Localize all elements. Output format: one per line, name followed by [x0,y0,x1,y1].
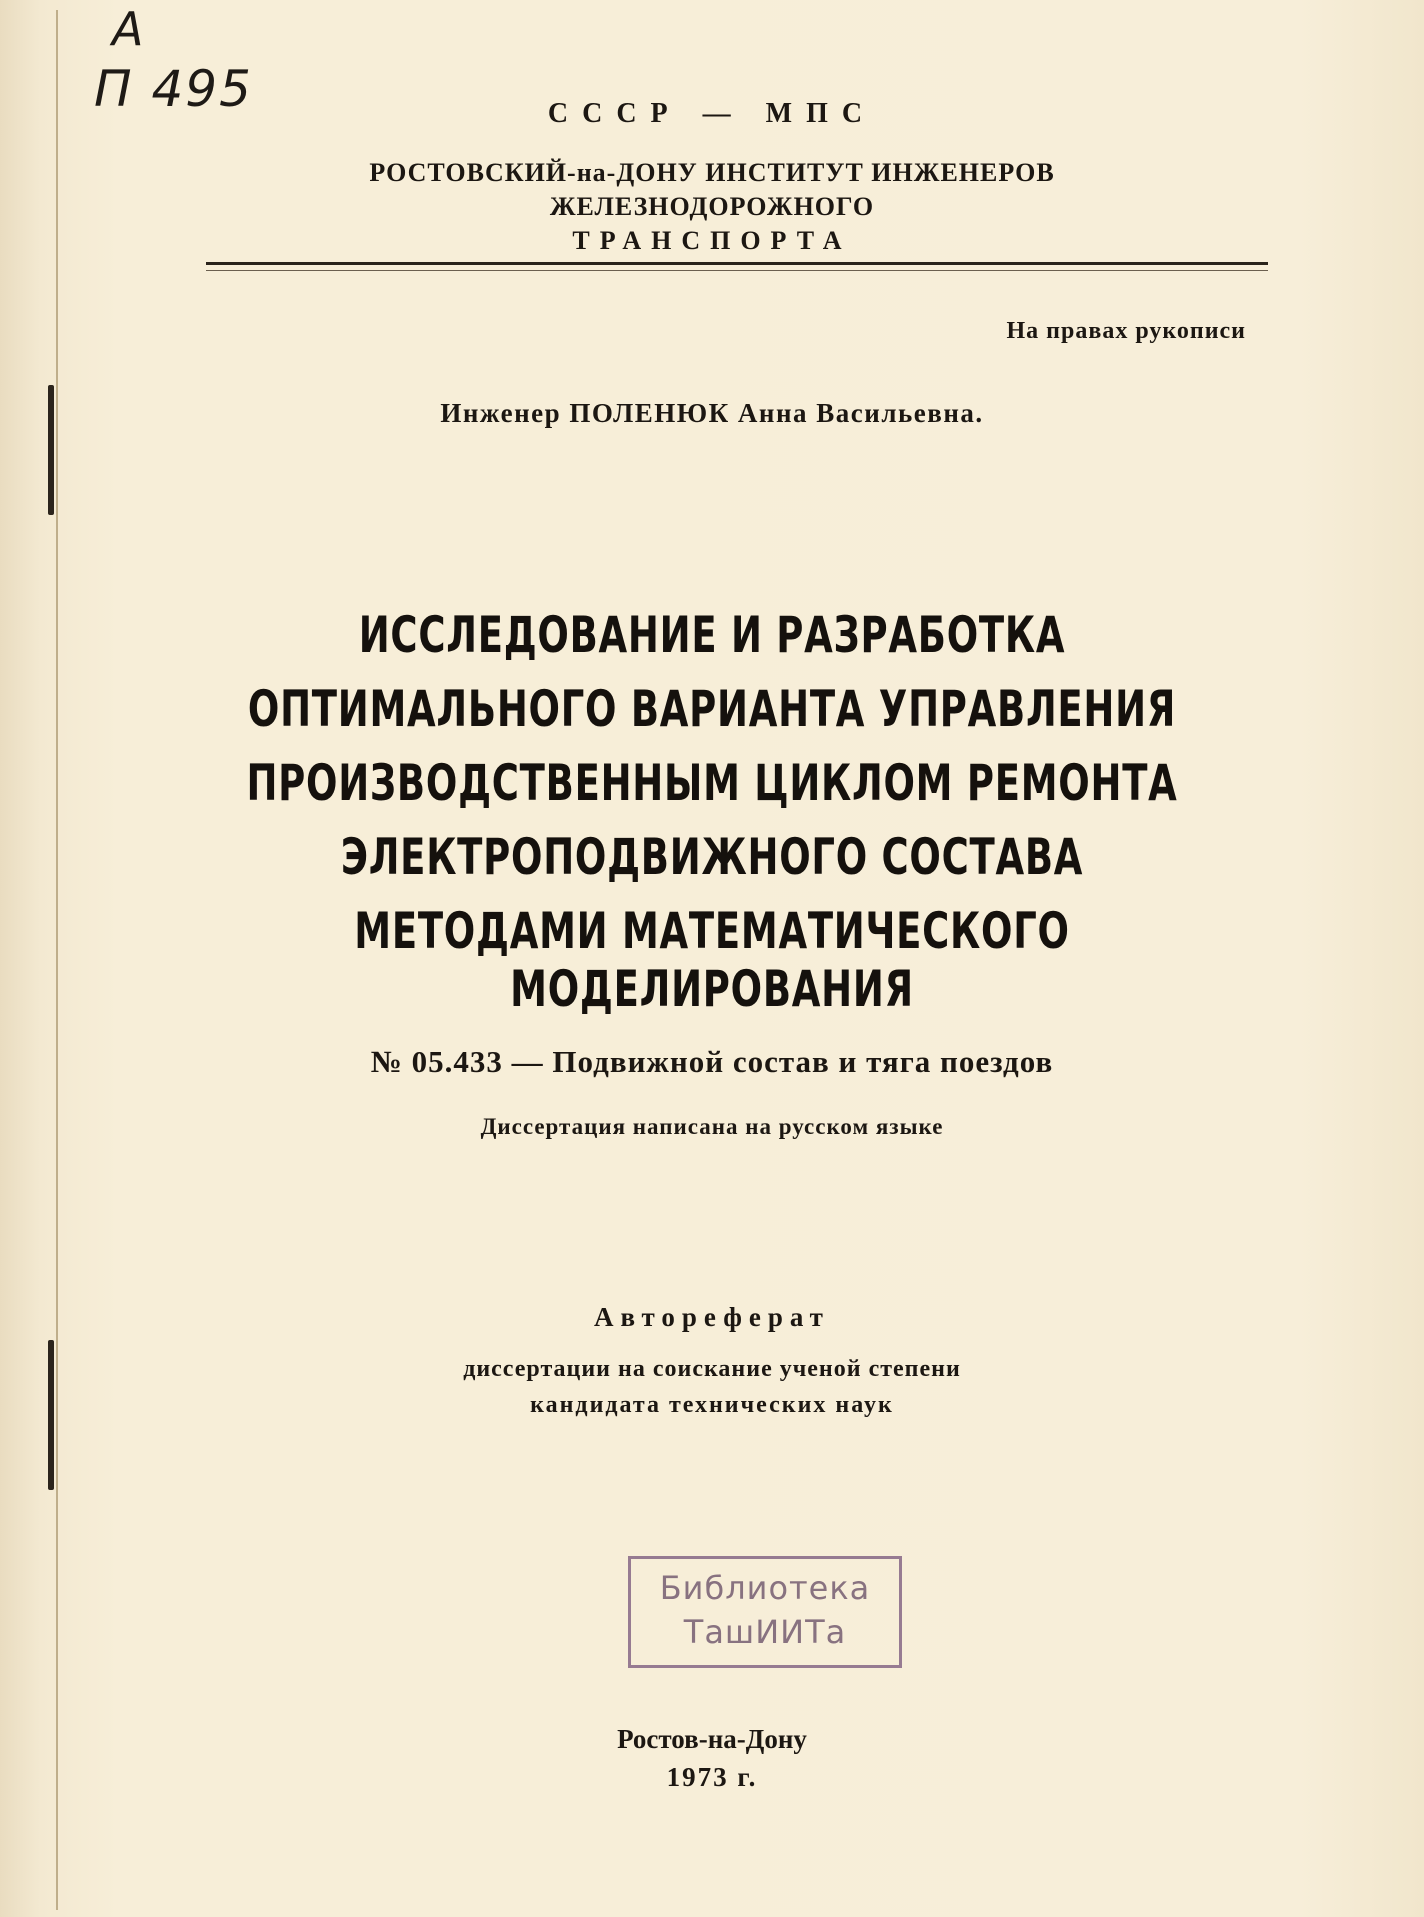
city: Ростов-на-Дону [617,1724,807,1754]
org-line: СССР — МПС [547,98,877,129]
title-line-1: ИССЛЕДОВАНИЕ И РАЗРАБОТКА [358,606,1066,664]
institute-line-1: РОСТОВСКИЙ-на-ДОНУ ИНСТИТУТ ИНЖЕНЕРОВ [369,158,1055,187]
header-rule-thin [206,270,1268,271]
binding-edge [56,10,58,1910]
library-stamp [628,1556,902,1668]
institute-line-2: ЖЕЛЕЗНОДОРОЖНОГО [549,192,875,221]
purpose-line-2: кандидата технических наук [530,1392,894,1418]
header-rule [206,262,1268,265]
handwritten-letter: А [112,2,146,56]
stamp-line-1: Библиотека [659,1569,871,1607]
year: 1973 г. [666,1762,758,1792]
title-line-5: МЕТОДАМИ МАТЕМАТИЧЕСКОГО МОДЕЛИРОВАНИЯ [354,902,1070,1018]
stamp-line-2: ТашИИТа [683,1613,847,1651]
handwritten-shelfmark: П 495 [94,60,253,118]
rights-note: На правах рукописи [1006,318,1246,344]
purpose-line-1: диссертации на соискание ученой степени [463,1356,961,1382]
title-line-4: ЭЛЕКТРОПОДВИЖНОГО СОСТАВА [340,828,1084,886]
specialty-line: № 05.433 — Подвижной состав и тяга поездов [370,1044,1054,1079]
institute-line-3: ТРАНСПОРТА [572,226,852,255]
language-note: Диссертация написана на русском языке [480,1114,944,1139]
author-line: Инженер ПОЛЕНЮК Анна Васильевна. [440,398,984,428]
title-line-3: ПРОИЗВОДСТВЕННЫМ ЦИКЛОМ РЕМОНТА [246,754,1178,812]
title-line-2: ОПТИМАЛЬНОГО ВАРИАНТА УПРАВЛЕНИЯ [247,680,1177,738]
abstract-heading: Автореферат [594,1302,830,1332]
